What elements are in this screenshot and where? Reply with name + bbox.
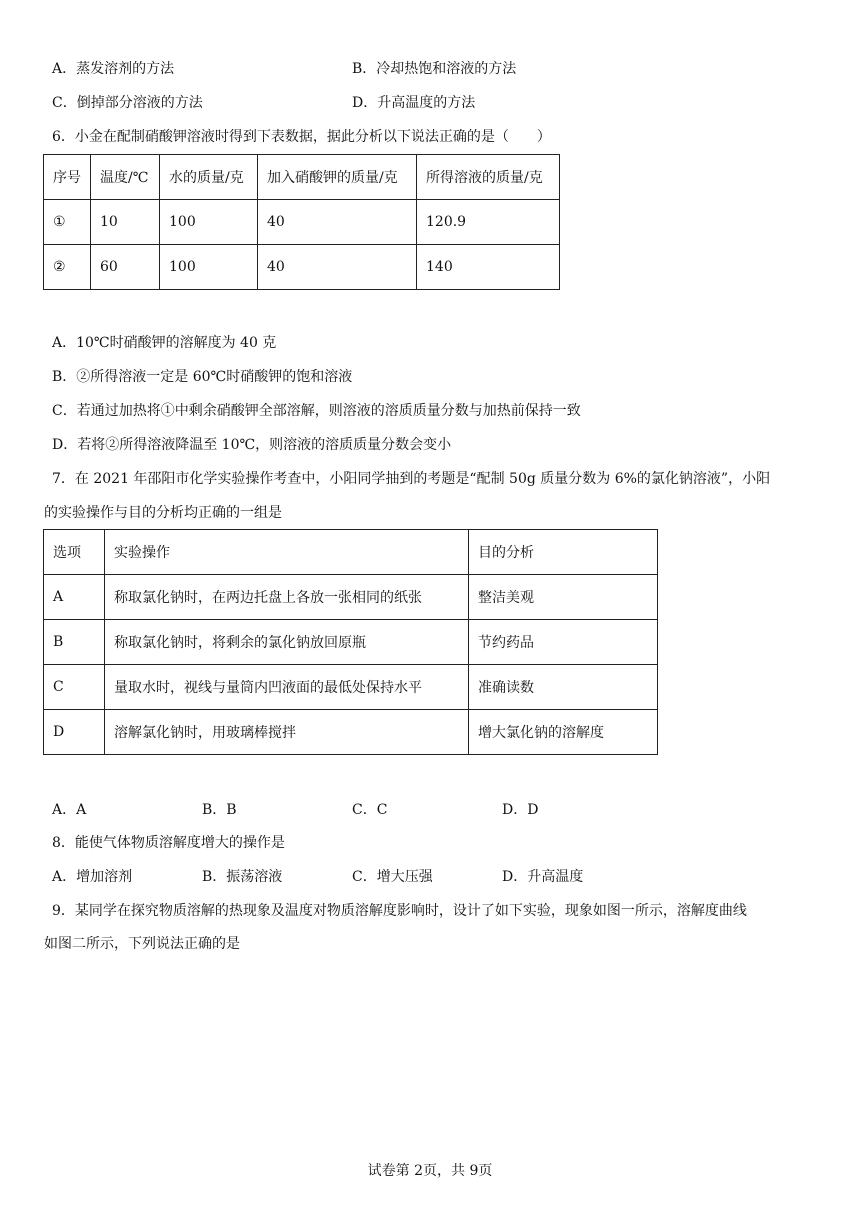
table-cell: B: [44, 620, 105, 665]
table-cell: 称取氯化钠时，将剩余的氯化钠放回原瓶: [105, 620, 469, 665]
table-cell: 120.9: [417, 200, 560, 245]
table-header-cell: 加入硝酸钾的质量/克: [258, 155, 417, 200]
q5-option-c: C．倒掉部分溶液的方法: [52, 95, 203, 111]
page-footer: 试卷第 2页，共 9页: [367, 1163, 493, 1179]
table-cell: C: [44, 665, 105, 710]
q6-option-c: C．若通过加热将①中剩余硝酸钾全部溶解，则溶液的溶质质量分数与加热前保持一致: [52, 403, 581, 419]
q6-option-b: B．②所得溶液一定是 60℃时硝酸钾的饱和溶液: [52, 369, 353, 385]
q6-option-d: D．若将②所得溶液降温至 10℃，则溶液的溶质质量分数会变小: [52, 437, 452, 453]
table-cell: 整洁美观: [469, 575, 658, 620]
table-header-row: [44, 530, 658, 575]
table-cell: 140: [417, 245, 560, 290]
q7-option-d: D．D: [502, 802, 539, 818]
table-cell: 节约药品: [469, 620, 658, 665]
q8-option-b: B．振荡溶液: [202, 869, 283, 885]
table-row: [44, 575, 658, 620]
table-cell: 增大氯化钠的溶解度: [469, 710, 658, 755]
table-header-cell: 水的质量/克: [160, 155, 258, 200]
table-header-cell: 目的分析: [469, 530, 658, 575]
table-cell: 准确读数: [469, 665, 658, 710]
q9-stem-line2: 如图二所示，下列说法正确的是: [44, 936, 240, 952]
table-header-row: [44, 155, 560, 200]
table-cell: A: [44, 575, 105, 620]
table-cell: 40: [258, 245, 417, 290]
table-cell: ②: [44, 245, 91, 290]
q7-table: [43, 529, 658, 755]
table-row: [44, 620, 658, 665]
table-cell: 40: [258, 200, 417, 245]
table-header-cell: 温度/℃: [91, 155, 160, 200]
q7-option-a: A．A: [52, 802, 87, 818]
q8-option-c: C．增大压强: [352, 869, 433, 885]
table-cell: 溶解氯化钠时，用玻璃棒搅拌: [105, 710, 469, 755]
q6-option-a: A．10℃时硝酸钾的溶解度为 40 克: [52, 335, 277, 351]
table-cell: 10: [91, 200, 160, 245]
q8-stem: 8．能使气体物质溶解度增大的操作是: [52, 835, 285, 851]
table-cell: ①: [44, 200, 91, 245]
table-header-cell: 实验操作: [105, 530, 469, 575]
table-cell: D: [44, 710, 105, 755]
q5-option-a: A．蒸发溶剂的方法: [52, 61, 175, 77]
q9-stem-line1: 9．某同学在探究物质溶解的热现象及温度对物质溶解度影响时，设计了如下实验，现象如图一所示，溶解度曲线: [52, 903, 747, 919]
table-header-cell: 选项: [44, 530, 105, 575]
q7-stem-line1: 7．在 2021 年邵阳市化学实验操作考查中，小阳同学抽到的考题是“配制 50g 质量分数为 6%的氯化钠溶液”，小阳: [52, 471, 771, 487]
q6-table: [43, 154, 560, 290]
table-header-cell: 序号: [44, 155, 91, 200]
table-cell: 量取水时，视线与量筒内凹液面的最低处保持水平: [105, 665, 469, 710]
q8-option-d: D．升高温度: [502, 869, 584, 885]
table-header-cell: 所得溶液的质量/克: [417, 155, 560, 200]
table-cell: 100: [160, 245, 258, 290]
table-row: [44, 665, 658, 710]
table-cell: 100: [160, 200, 258, 245]
table-cell: 60: [91, 245, 160, 290]
q5-option-b: B．冷却热饱和溶液的方法: [352, 61, 517, 77]
table-cell: 称取氯化钠时，在两边托盘上各放一张相同的纸张: [105, 575, 469, 620]
q8-option-a: A．增加溶剂: [52, 869, 133, 885]
q7-stem-line2: 的实验操作与目的分析均正确的一组是: [44, 505, 282, 521]
q6-stem: 6．小金在配制硝酸钾溶液时得到下表数据，据此分析以下说法正确的是（ ）: [52, 129, 551, 145]
q7-option-c: C．C: [352, 802, 388, 818]
table-row: [44, 710, 658, 755]
table-row: [44, 200, 560, 245]
q7-option-b: B．B: [202, 802, 237, 818]
table-row: [44, 245, 560, 290]
q5-option-d: D．升高温度的方法: [352, 95, 476, 111]
